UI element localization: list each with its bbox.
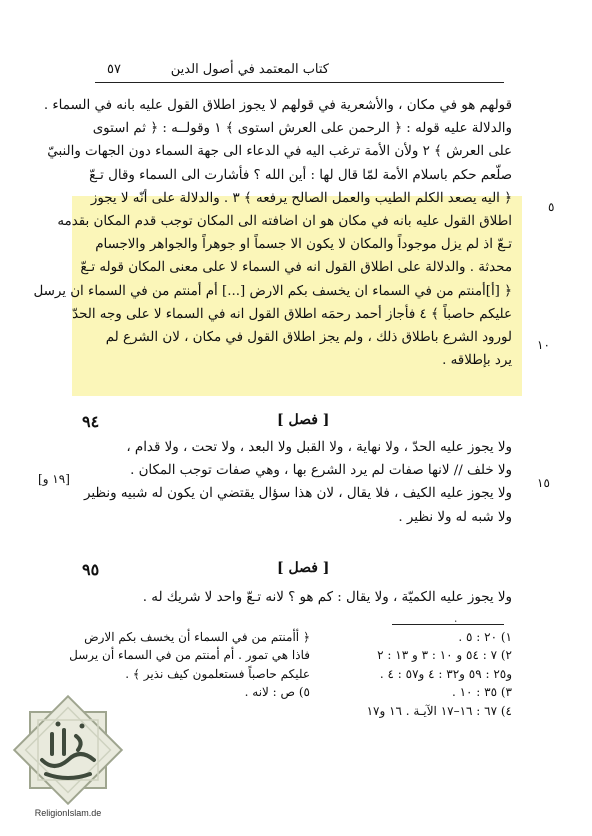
- text-line: ولا يجوز عليه الكميّة ، ولا يقال : كم هو ؟ لانه تـعّ واحد لا شريك له .: [142, 590, 512, 605]
- footnotes-right: [318, 628, 512, 720]
- section-94-text: [82, 436, 512, 529]
- folio-marker: [١٩ و]: [38, 472, 70, 486]
- footnote: ٣) ٣٥ : ١٠ .: [451, 685, 512, 700]
- section-95-text: [82, 586, 512, 609]
- text-line: لورود الشرع باطلاق ذلك ، ولم يجز اطلاق القول في مكان ، لان الشرع لم: [105, 329, 512, 345]
- text-line: عليكم حاصباً ﴾ ٤ فأجاز أحمد رحمَه اطلاق القول انه في السماء لا على وجه الحدّ: [72, 306, 512, 322]
- text-line: محدثة . والدلالة على اطلاق القول انه في السماء لا على معنى المكان قوله تـعّ: [80, 260, 512, 276]
- footnote: ١) ٢٠ : ٥ .: [458, 630, 512, 644]
- book-title: كتاب المعتمد في أصول الدين: [170, 62, 329, 77]
- text-line: ولا يجوز عليه الحدّ ، ولا نهاية ، ولا القبل ولا البعد ، ولا تحت ، ولا قدام ،: [126, 440, 512, 455]
- footnote: ٢) ٧ : ٥٤ و ١٠ : ٣ و ١٣ : ٢: [377, 648, 512, 663]
- footnote: ٤) ٦٧ : ١٦–١٧ الآيـة . ١٦ و١٧: [366, 703, 512, 718]
- text-line: اطلاق القول عليه بانه في مكان هو ان اضافته الى المكان توجب قدم المكان بقدمه: [57, 213, 512, 229]
- text-line: صلّعم حكم باسلام الأمة لمّا قال لها : أين الله ؟ فأشارت الى السماء وقال تـعّ: [89, 167, 512, 183]
- page-header: [95, 60, 504, 83]
- line-number-5: ٥: [548, 200, 555, 214]
- line-number-10: ١٠: [537, 338, 550, 352]
- footnote: فاذا هي تمور . أم أمنتم من في السماء أن يرسل: [69, 648, 310, 663]
- text-line: ولا خلف // لانها صفات لم يرد الشرع بها ، وهي صفات توجب المكان .: [130, 463, 512, 479]
- section-label: [ فصل ]: [277, 560, 330, 576]
- text-line: والدلالة عليه قوله : ﴿ الرحمن على العرش استوى ﴾ ١ وقولــه : ﴿ ثم استوى: [92, 121, 512, 137]
- section-label: [ فصل ]: [277, 412, 330, 428]
- religionislam-logo-icon: [8, 690, 128, 810]
- section-heading-95: [82, 560, 512, 582]
- text-line: قولهم هو في مكان ، والأشعرية في قولهم لا يجوز اطلاق القول عليه بانه في السماء .: [43, 98, 512, 113]
- logo-site-name: ReligionIslam.de: [34, 808, 102, 818]
- main-text: [33, 94, 512, 372]
- footnotes-left: [69, 628, 310, 702]
- footnote: و٢٥ : ٥٩ و٣٢ : ٤ و٥٧ : ٤ .: [379, 666, 512, 681]
- footnote: عليكم حاصباً فستعلمون كيف نذير ﴾ .: [125, 666, 310, 681]
- page-number: ٥٧: [107, 62, 121, 77]
- text-line: ﴿ اليه يصعد الكلم الطيب والعمل الصالح يرفعه ﴾ ٣ . والدلالة على أنّه لا يجوز: [90, 190, 512, 206]
- text-line: يرد بإطلاقه .: [442, 353, 512, 369]
- text-line: تـعّ اذ لم يزل موجوداً والمكان لا يكون الا جسماً او جوهراً والجواهر والاجسام: [95, 237, 512, 253]
- footnote-rule: [392, 624, 504, 625]
- footnote: ﴿ أأمنتم من في السماء أن يخسف بكم الارض: [84, 630, 310, 644]
- text-line: ﴿ [أ]أمنتم من في السماء ان يخسف بكم الارض [...] أم أمنتم من في السماء ان يرسل: [33, 283, 512, 299]
- section-heading-94: [82, 412, 512, 434]
- text-line: ولا شبه له ولا نظير .: [398, 509, 512, 525]
- text-line: على العرش ﴾ ٢ ولأن الأمة ترغب اليه في الدعاء الى جهة السماء دون الجهات والنبيّ: [47, 144, 512, 160]
- footnote: ٥) ص : لانه .: [244, 685, 310, 700]
- text-line: ولا يجوز عليه الكيف ، فلا يقال ، لان هذا سؤال يقتضي ان يكون له شبيه ونظير: [83, 486, 512, 502]
- footnote-mark: ٠: [453, 616, 459, 627]
- line-number-15: ١٥: [537, 476, 550, 490]
- section-number: ٩٥: [82, 560, 100, 579]
- section-number: ٩٤: [82, 412, 100, 431]
